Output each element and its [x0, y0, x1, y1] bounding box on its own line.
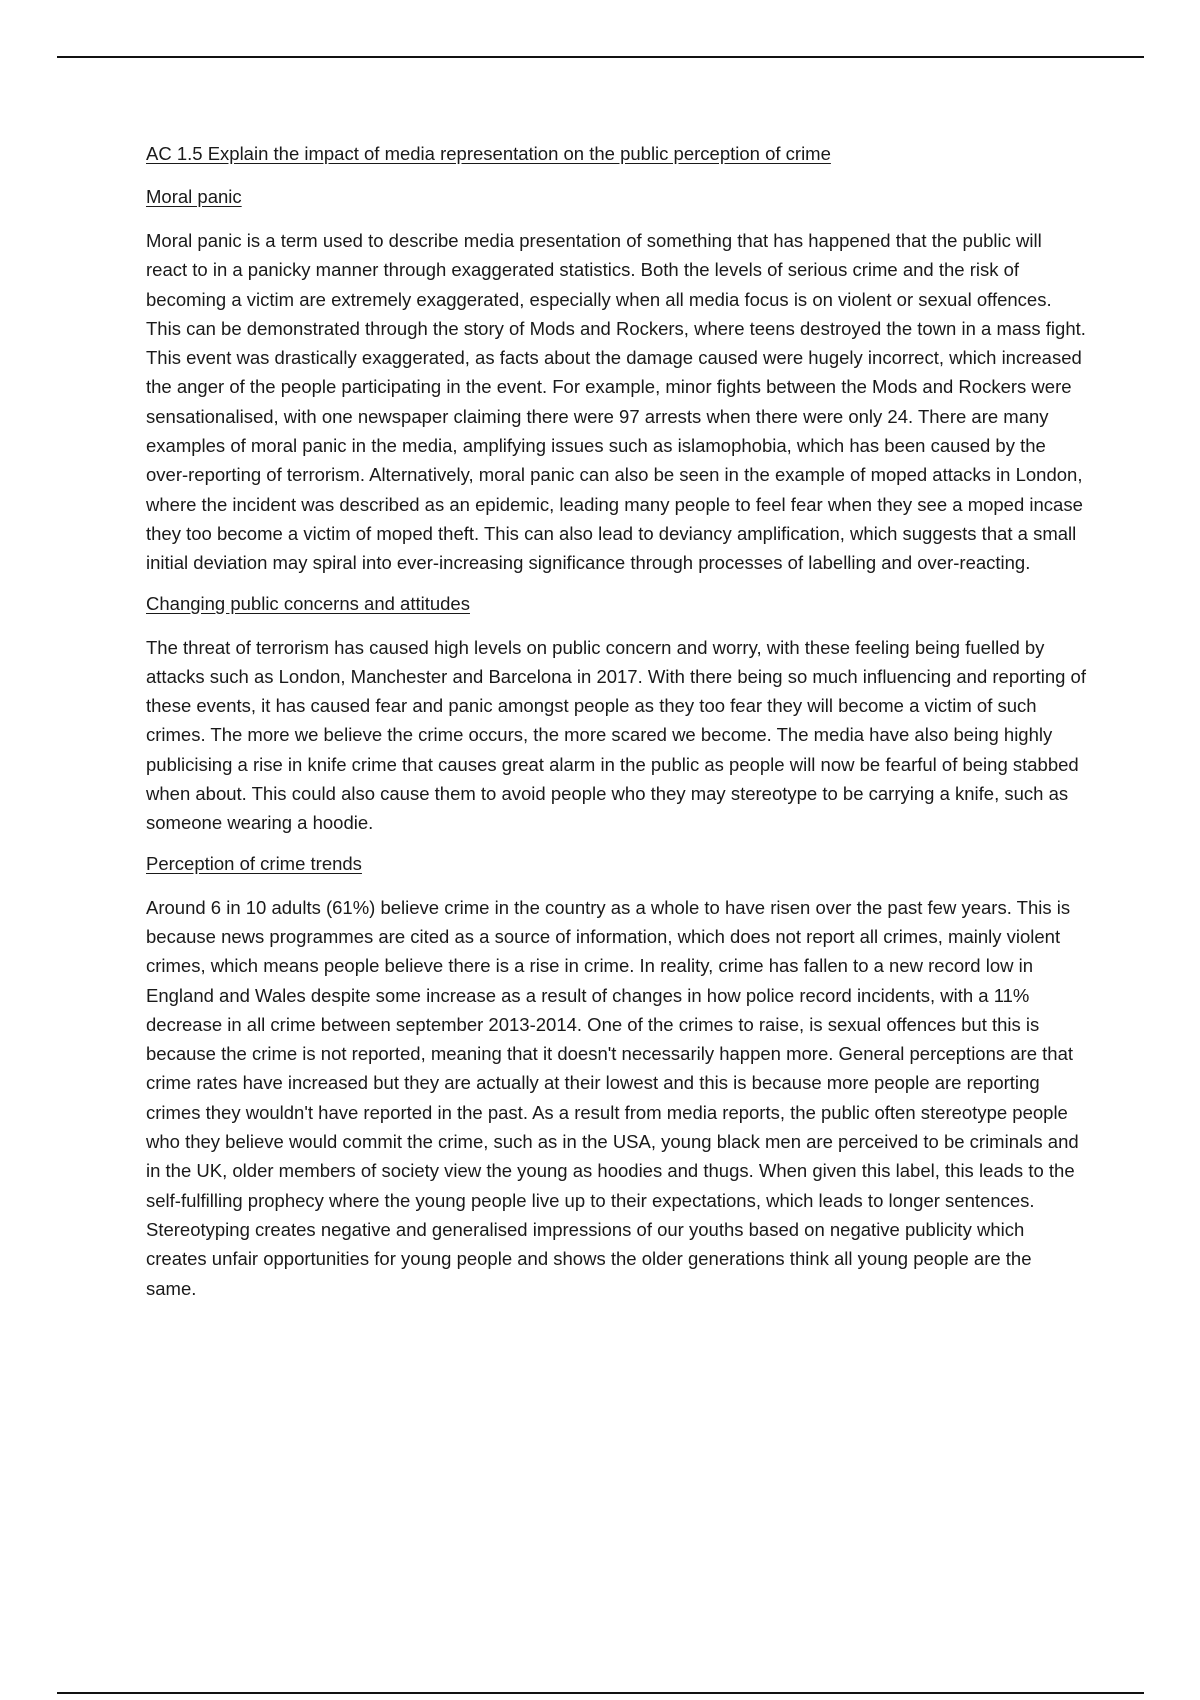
section-heading: Perception of crime trends [146, 852, 362, 874]
section-paragraph: The threat of terrorism has caused high levels on public concern and worry, with these feeling being fuelled by attacks such as London, Manchester and Barcelona in 2017. With there being so much influencing and reporting of these events, it has caused fear and panic amongst people as they too fear they will become a victim of such crimes. The more we believe the crime occurs, the more scared we become. The media have also being highly publicising a rise in knife crime that causes great alarm in the public as people will now be fearful of being stabbed when about. This could also cause them to avoid people who they may stereotype to be carrying a knife, such as someone wearing a hoodie. [146, 636, 1086, 834]
footer-rule [57, 1692, 1144, 1694]
section-heading: Changing public concerns and attitudes [146, 592, 470, 614]
section-perception-of-crime-trends [146, 852, 1086, 1303]
document-title: AC 1.5 Explain the impact of media representation on the public perception of crime [146, 143, 831, 164]
section-paragraph: Around 6 in 10 adults (61%) believe crime in the country as a whole to have risen over the past few years. This is because news programmes are cited as a source of information, which does not report all crimes, mainly violent crimes, which means people believe there is a rise in crime. In reality, crime has fallen to a new record low in England and Wales despite some increase as a result of changes in how police record incidents, with a 11% decrease in all crime between september 2013-2014. One of the crimes to raise, is sexual offences but this is because the crime is not reported, meaning that it doesn't necessarily happen more. General perceptions are that crime rates have increased but they are actually at their lowest and this is because more people are reporting crimes they wouldn't have reported in the past. As a result from media reports, the public often stereotype people who they believe would commit the crime, such as in the USA, young black men are perceived to be criminals and in the UK, older members of society view the young as hoodies and thugs. When given this label, this leads to the self-fulfilling prophecy where the young people live up to their expectations, which leads to longer sentences. Stereotyping creates negative and generalised impressions of our youths based on negative publicity which creates unfair opportunities for young people and shows the older generations think all young people are the same. [146, 896, 1079, 1299]
document-body [146, 142, 1086, 1317]
section-paragraph: Moral panic is a term used to describe media presentation of something that has happened that the public will react to in a panicky manner through exaggerated statistics. Both the levels of serious crime and the risk of becoming a victim are extremely exaggerated, especially when all media focus is on violent or sexual offences. This can be demonstrated through the story of Mods and Rockers, where teens destroyed the town in a mass fight. This event was drastically exaggerated, as facts about the damage caused were hugely incorrect, which increased the anger of the people participating in the event. For example, minor fights between the Mods and Rockers were sensationalised, with one newspaper claiming there were 97 arrests when there were only 24. There are many examples of moral panic in the media, amplifying issues such as islamophobia, which has been caused by the over-reporting of terrorism. Alternatively, moral panic can also be seen in the example of moped attacks in London, where the incident was described as an epidemic, leading many people to feel fear when they see a moped incase they too become a victim of moped theft. This can also lead to deviancy amplification, which suggests that a small initial deviation may spiral into ever-increasing significance through processes of labelling and over-reacting. [146, 230, 1086, 574]
section-changing-public-concerns [146, 592, 1086, 838]
section-heading: Moral panic [146, 186, 242, 207]
header-rule [57, 56, 1144, 58]
section-moral-panic [146, 185, 1086, 578]
